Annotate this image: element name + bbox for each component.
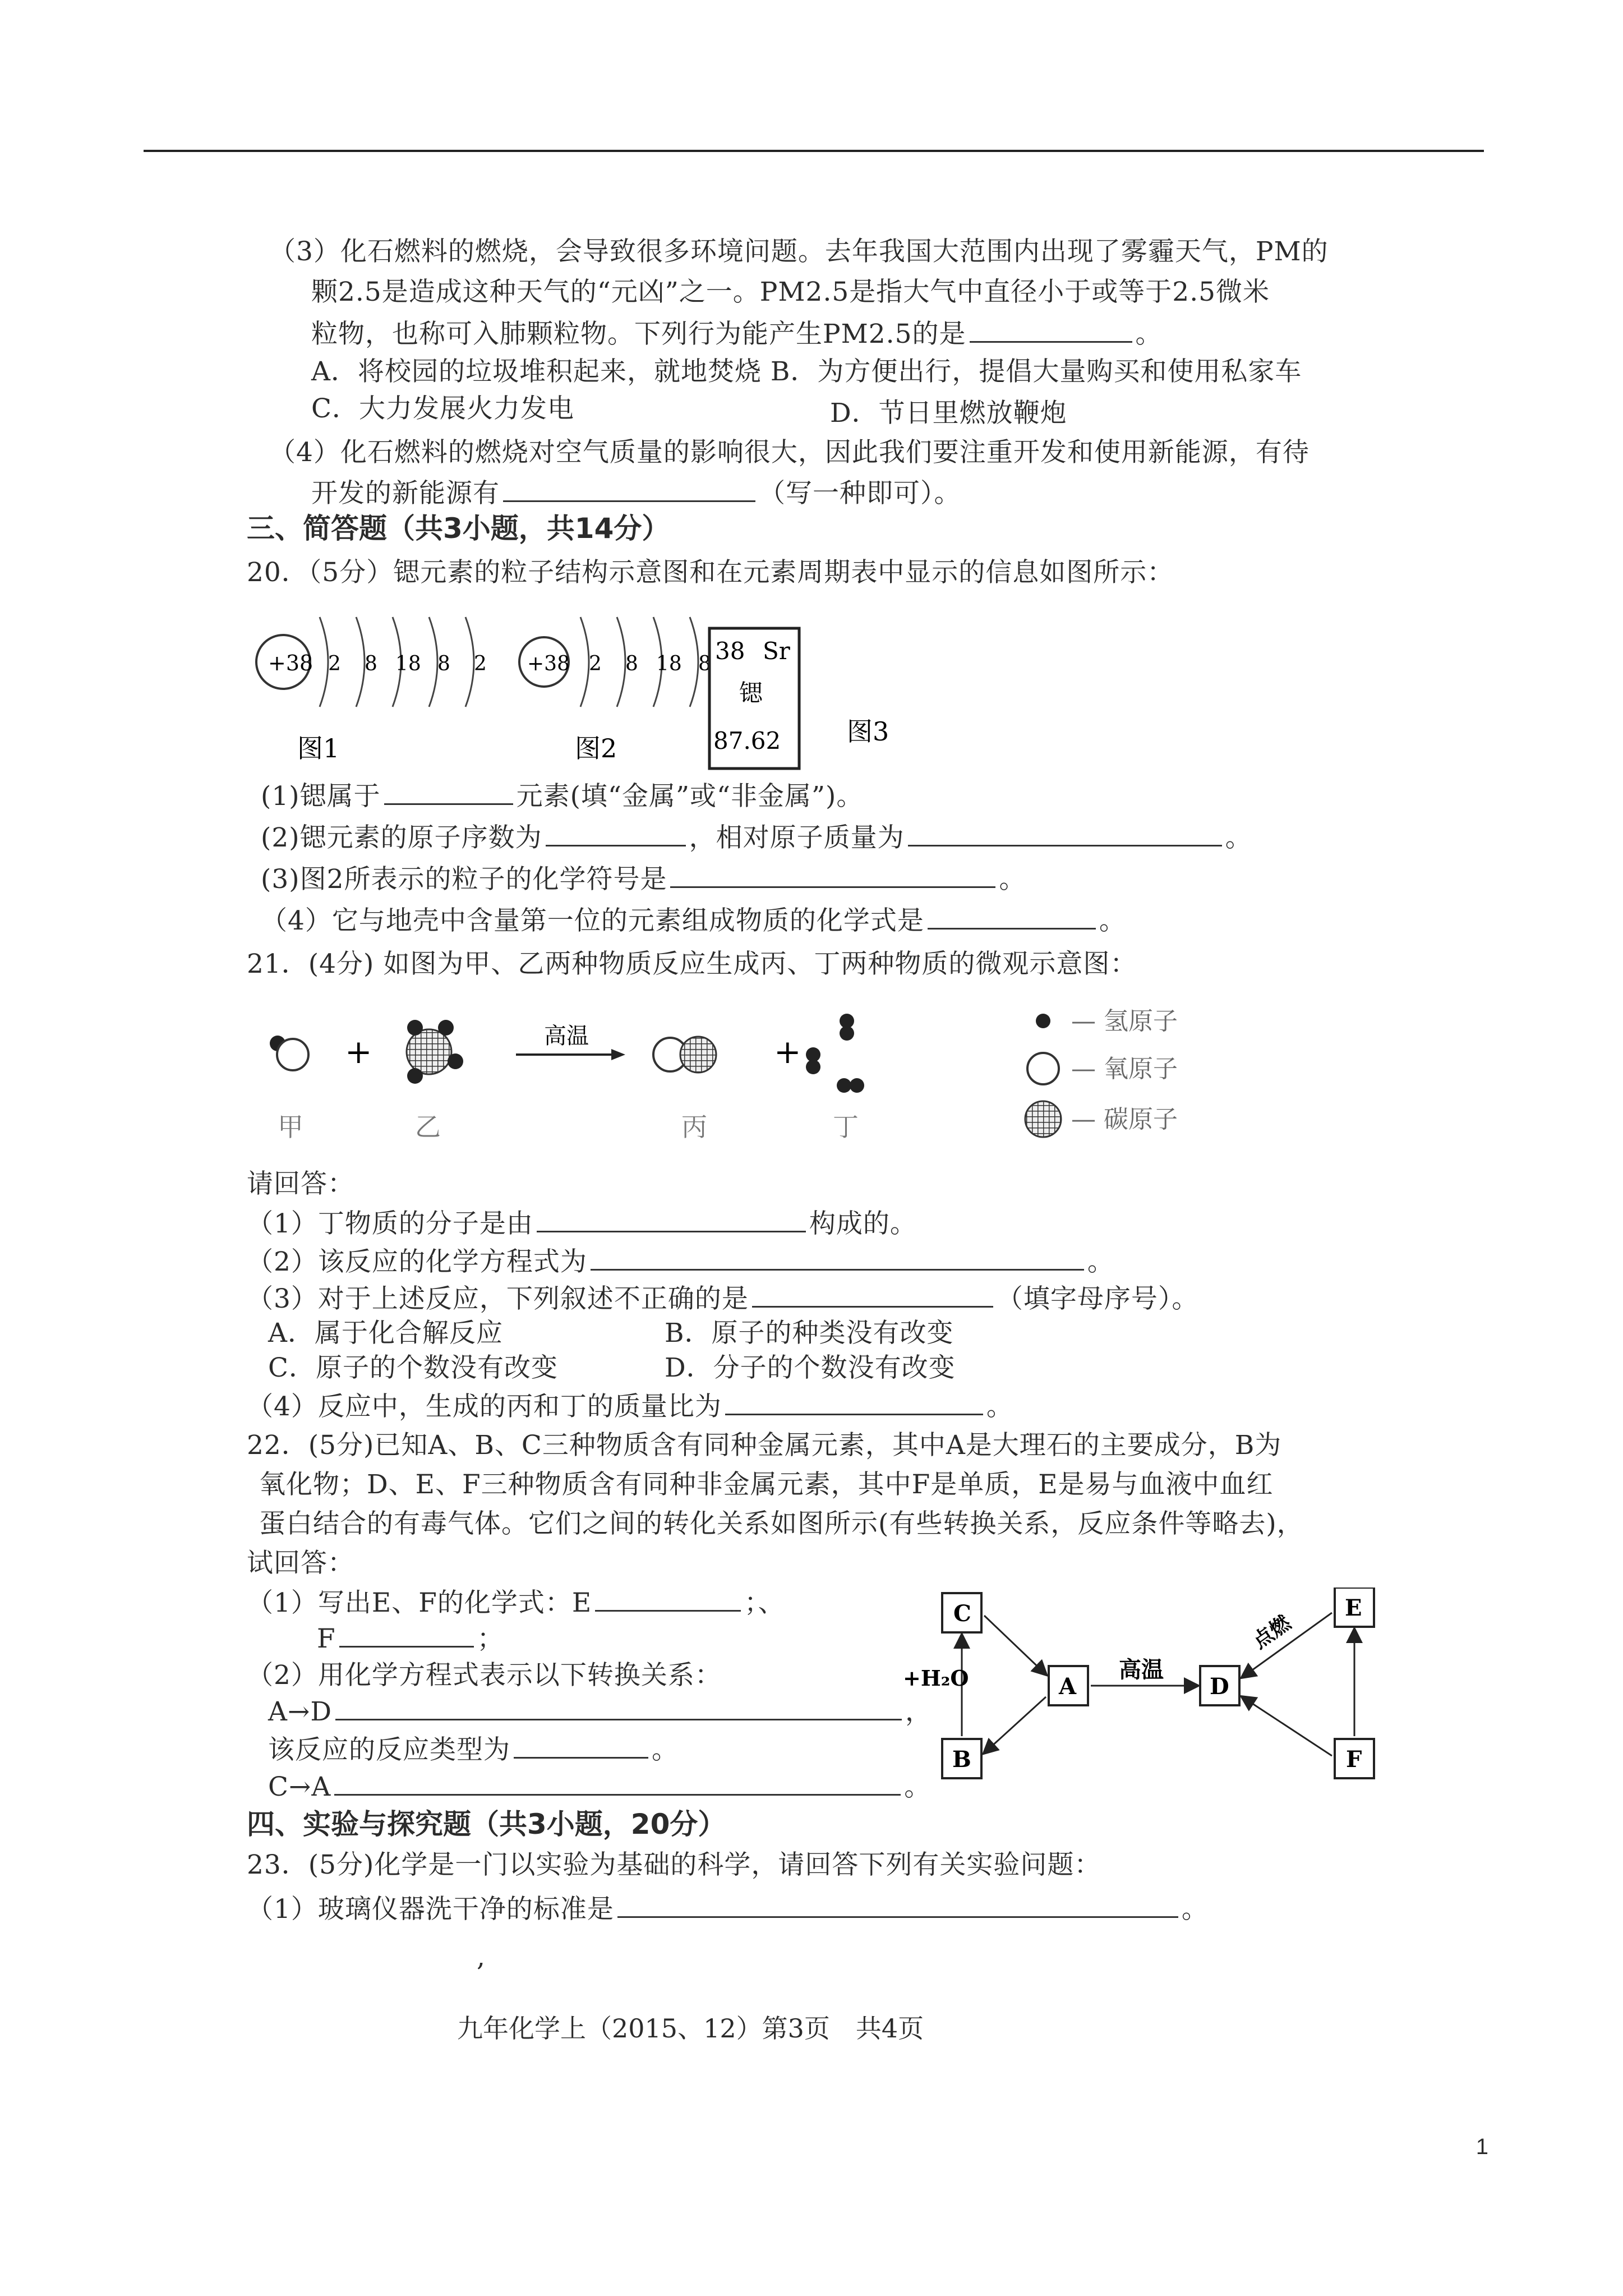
q20-fig2-shell-1: 2 <box>589 652 602 675</box>
q20-fig1-shell-3: 18 <box>395 652 421 675</box>
q20-fig3-mass: 87.62 <box>713 727 781 754</box>
q21-sub2-blank[interactable] <box>591 1244 1084 1271</box>
q19-p3-answer-blank[interactable] <box>970 316 1132 343</box>
q21-label-yi: 乙 <box>415 1112 441 1142</box>
q22-cond-ad: 高温 <box>1119 1657 1164 1683</box>
q20-sub3-blank[interactable] <box>670 862 995 888</box>
q22-sub2: （2）用化学方程式表示以下转换关系： <box>247 1660 722 1691</box>
q21-sub3-blank[interactable] <box>752 1281 993 1308</box>
q20-fig3-label: 图3 <box>847 716 889 747</box>
q21-label-ding: 丁 <box>833 1112 859 1142</box>
q22-water-label: +H₂O <box>903 1665 969 1691</box>
q21-molecule-jia <box>270 1036 308 1070</box>
q19-p3-line3: 粒物，也称可入肺颗粒物。下列行为能产生PM2.5的是 。 <box>311 316 1163 351</box>
page-footer: 九年化学上（2015、12）第3页 共4页 <box>457 2013 924 2044</box>
q20-sub1: (1)锶属于 元素(填“金属”或“非金属”)。 <box>261 779 863 813</box>
q20-fig1-shell-2: 8 <box>365 652 377 675</box>
q20-fig2-shell-2: 8 <box>625 652 638 675</box>
q20-fig2-nucleus: +38 <box>527 652 570 675</box>
q22-line2: 氧化物；D、E、F三种物质含有同种非金属元素，其中F是单质，E是易与血液中血红 <box>259 1469 1274 1500</box>
q19-p3-line1: （3）化石燃料的燃烧，会导致很多环境问题。去年我国大范围内出现了雾霾天气，PM的 <box>269 236 1329 267</box>
q22-reaction-type-blank[interactable] <box>514 1732 648 1759</box>
q21-sub1: （1）丁物质的分子是由 构成的。 <box>247 1206 917 1240</box>
svg-text:D: D <box>1210 1673 1229 1700</box>
q20-fig1-shell-4: 8 <box>437 652 450 675</box>
q20-sub1-blank[interactable] <box>384 779 513 805</box>
section4-title: 四、实验与探究题（共3小题，20分） <box>247 1808 726 1841</box>
q20-fig2-ion-diagram <box>519 617 711 707</box>
q21-molecule-ding <box>806 1014 864 1093</box>
q21-stem: 21．(4分) 如图为甲、乙两种物质反应生成丙、丁两种物质的微观示意图： <box>247 949 1137 979</box>
q20-fig1-label: 图1 <box>297 733 340 763</box>
q20-fig1-shell-5: 2 <box>474 652 487 675</box>
q20-sub2-blank-number[interactable] <box>546 820 686 846</box>
q20-fig2-label: 图2 <box>575 733 617 763</box>
q21-option-b: B．原子的种类没有改变 <box>665 1318 954 1349</box>
q22-f-formula-blank[interactable] <box>339 1621 474 1648</box>
q20-fig3-symbol: Sr <box>763 637 790 665</box>
q21-sub1-blank[interactable] <box>537 1206 806 1232</box>
q23-sub1-blank[interactable] <box>617 1892 1178 1918</box>
q21-sub3: （3）对于上述反应，下列叙述不正确的是 （填字母序号）。 <box>247 1281 1198 1315</box>
q21-plus-1: + <box>345 1033 372 1071</box>
svg-text:E: E <box>1345 1595 1362 1621</box>
q21-option-d: D．分子的个数没有改变 <box>665 1352 956 1383</box>
svg-text:C: C <box>953 1600 971 1627</box>
section3-title: 三、简答题（共3小题，共14分） <box>247 512 670 545</box>
q20-fig1-atom-diagram <box>256 617 487 707</box>
q20-sub4: （4）它与地壳中含量第一位的元素组成物质的化学式是 。 <box>261 903 1126 937</box>
q19-p4-answer-blank[interactable] <box>503 476 755 502</box>
q22-cond-ed: 点燃 <box>1248 1611 1295 1654</box>
legend-carbon-icon <box>1025 1101 1061 1137</box>
q20-fig2-shell-3: 18 <box>656 652 682 675</box>
q21-option-a: A．属于化合解反应 <box>268 1318 503 1349</box>
q21-sub4-blank[interactable] <box>725 1389 983 1415</box>
q22-line3: 蛋白结合的有毒气体。它们之间的转化关系如图所示(有些转换关系，反应条件等略去)， <box>259 1508 1304 1539</box>
q21-ask: 请回答： <box>247 1168 354 1199</box>
svg-text:A: A <box>1059 1673 1077 1700</box>
q22-conversion-diagram <box>897 1588 1402 1789</box>
q21-option-c: C．原子的个数没有改变 <box>268 1352 558 1383</box>
q20-fig3-number: 38 <box>715 637 745 665</box>
q22-reaction-type: 该反应的反应类型为 。 <box>268 1732 679 1766</box>
q23-sub1: （1）玻璃仪器洗干净的标准是 。 <box>247 1892 1209 1926</box>
q20-figures <box>252 606 1038 774</box>
q20-sub3: (3)图2所表示的粒子的化学符号是 。 <box>261 862 1026 896</box>
q22-c-to-a: C→A 。 <box>268 1769 931 1803</box>
q20-sub2: (2)锶元素的原子序数为 ，相对原子质量为 。 <box>261 820 1252 854</box>
q20-sub4-blank[interactable] <box>928 903 1096 930</box>
q21-molecule-yi <box>407 1020 463 1084</box>
q22-line1: 22．(5分)已知A、B、C三种物质含有同种金属元素，其中A是大理石的主要成分，B为 <box>247 1430 1282 1461</box>
q19-option-ab: A．将校园的垃圾堆积起来，就地焚烧 B．为方便出行，提倡大量购买和使用私家车 <box>311 356 1302 387</box>
q21-reaction-diagram <box>252 999 1290 1161</box>
q20-fig1-nucleus: +38 <box>268 651 313 675</box>
q20-fig2-shell-4: 8 <box>698 652 711 675</box>
q19-option-c: C．大力发展火力发电 <box>311 393 574 424</box>
q21-legend-o: — 氧原子 <box>1071 1055 1178 1083</box>
q22-sub1-f: F ； <box>317 1621 504 1655</box>
q22-sub1: （1）写出E、F的化学式：E ；、 <box>247 1585 785 1619</box>
q19-p3-line2: 颗2.5是造成这种天气的“元凶”之一。PM2.5是指大气中直径小于或等于2.5微米 <box>311 277 1270 307</box>
q22-line4: 试回答： <box>247 1548 354 1579</box>
svg-text:F: F <box>1346 1746 1362 1773</box>
q22-e-formula-blank[interactable] <box>595 1585 741 1612</box>
q21-label-bing: 丙 <box>681 1112 707 1142</box>
q21-legend-c: — 碳原子 <box>1071 1105 1178 1134</box>
q21-sub4: （4）反应中，生成的丙和丁的质量比为 。 <box>247 1389 1013 1423</box>
svg-text:B: B <box>952 1746 971 1773</box>
q22-c-to-a-blank[interactable] <box>334 1769 901 1796</box>
q21-sub2: （2）该反应的化学方程式为 。 <box>247 1244 1114 1278</box>
q20-fig3-periodic-cell <box>709 628 799 769</box>
stray-mark: , <box>477 1941 486 1972</box>
q22-a-to-d-blank[interactable] <box>335 1694 902 1720</box>
legend-hydrogen-icon <box>1036 1014 1050 1028</box>
q19-p4-line2: 开发的新能源有 （写一种即可）。 <box>311 476 961 510</box>
q21-molecule-bing <box>653 1037 716 1073</box>
q19-p4-line1: （4）化石燃料的燃烧对空气质量的影响很大，因此我们要注重开发和使用新能源，有待 <box>269 437 1310 468</box>
q21-label-jia: 甲 <box>278 1112 303 1142</box>
page-number: 1 <box>1476 2134 1488 2159</box>
q21-legend-h: — 氢原子 <box>1071 1007 1178 1036</box>
q21-condition: 高温 <box>544 1023 589 1049</box>
q23-stem: 23．(5分)化学是一门以实验为基础的科学，请回答下列有关实验问题： <box>247 1849 1101 1880</box>
q20-sub2-blank-mass[interactable] <box>908 820 1222 846</box>
legend-oxygen-icon <box>1027 1053 1059 1084</box>
q19-option-d: D．节日里燃放鞭炮 <box>830 398 1067 429</box>
q20-stem: 20．（5分）锶元素的粒子结构示意图和在元素周期表中显示的信息如图所示： <box>247 557 1174 588</box>
top-rule <box>144 150 1484 152</box>
q20-fig1-shell-1: 2 <box>328 652 341 675</box>
q21-legend <box>1025 1007 1178 1137</box>
q22-a-to-d: A→D ， <box>268 1694 932 1728</box>
q21-plus-2: + <box>774 1033 801 1071</box>
q20-fig3-name: 锶 <box>739 679 763 707</box>
